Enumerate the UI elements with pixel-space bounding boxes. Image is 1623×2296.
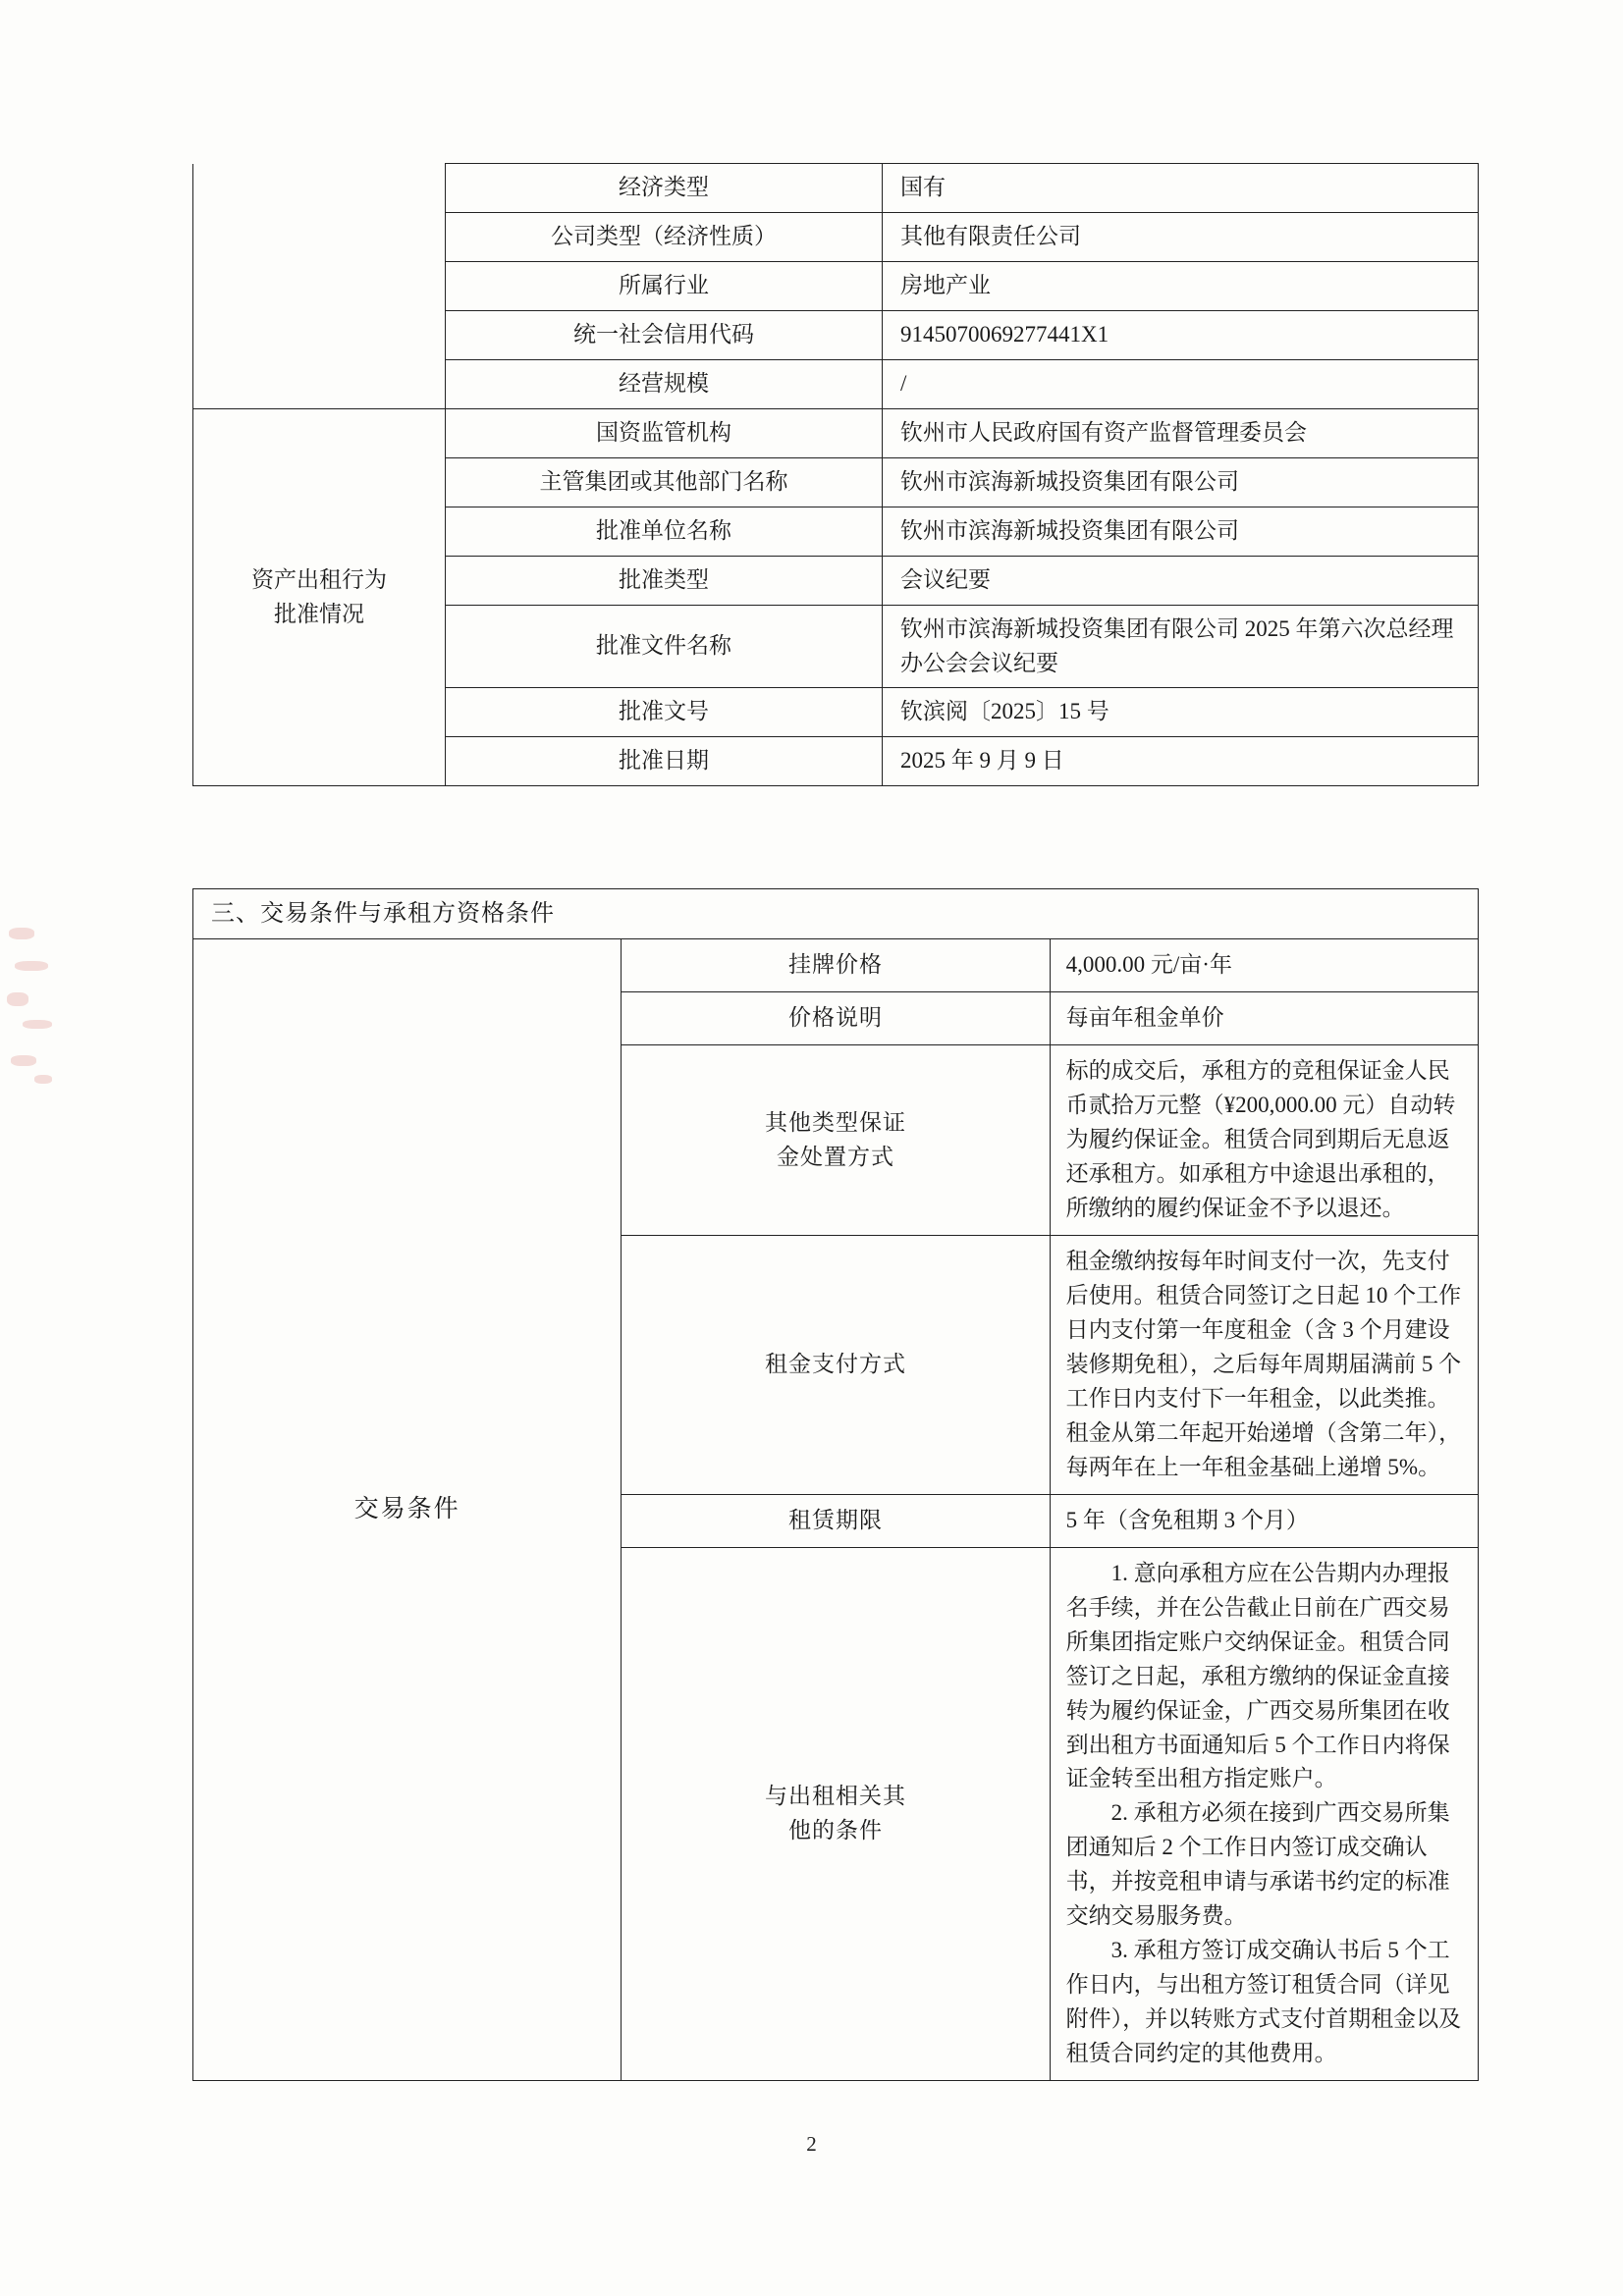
row-value: 每亩年租金单价: [1050, 992, 1478, 1045]
row-label: 批准日期: [446, 737, 883, 786]
other-conditions-cell: [1050, 1547, 1478, 2080]
row-value: 钦州市滨海新城投资集团有限公司: [883, 507, 1479, 556]
row-value: 钦州市滨海新城投资集团有限公司: [883, 457, 1479, 507]
row-value: 会议纪要: [883, 556, 1479, 605]
row-label: 批准文件名称: [446, 605, 883, 688]
row-value: 标的成交后，承租方的竞租保证金人民币贰拾万元整（¥200,000.00 元）自动转为履约保证金。租赁合同到期后无息返还承租方。如承租方中途退出承租的，所缴纳的履约保证金不予以退还。: [1050, 1045, 1478, 1236]
row-label: 批准文号: [446, 688, 883, 737]
empty-group-cell: [193, 164, 446, 409]
row-value: 钦滨阅〔2025〕15 号: [883, 688, 1479, 737]
row-label: 其他类型保证 金处置方式: [622, 1045, 1050, 1236]
row-value: 房地产业: [883, 261, 1479, 310]
basic-info-table: [192, 163, 1479, 786]
condition-item: 2. 承租方必须在接到广西交易所集团通知后 2 个工作日内签订成交确认书，并按竞租申请与承诺书约定的标准交纳交易服务费。: [1065, 1800, 1450, 1929]
row-value: 9145070069277441X1: [883, 310, 1479, 359]
row-value: 钦州市人民政府国有资产监督管理委员会: [883, 408, 1479, 457]
table-row: [193, 408, 1479, 457]
row-label: 公司类型（经济性质）: [446, 212, 883, 261]
condition-item: 3. 承租方签订成交确认书后 5 个工作日内，与出租方签订租赁合同（详见附件），并以转账方式支付首期租金以及租赁合同约定的其他费用。: [1065, 1938, 1462, 2066]
row-value: 4,000.00 元/亩·年: [1050, 939, 1478, 992]
row-label: 挂牌价格: [622, 939, 1050, 992]
row-label: 主管集团或其他部门名称: [446, 457, 883, 507]
section-title-row: [193, 889, 1479, 939]
approval-group-label: 资产出租行为 批准情况: [193, 408, 446, 786]
page-number: 2: [806, 2132, 817, 2156]
condition-item: 1. 意向承租方应在公告期内办理报名手续，并在公告截止日前在广西交易所集团指定账户交纳保证金。租赁合同签订之日起，承租方缴纳的保证金直接转为履约保证金，广西交易所集团在收到出租方书面通知后 5 个工作日内将保证金转至出租方指定账户。: [1065, 1560, 1450, 1791]
row-label: 统一社会信用代码: [446, 310, 883, 359]
section-title: 三、交易条件与承租方资格条件: [193, 889, 1479, 939]
red-seal-remnant: [5, 918, 83, 1095]
row-value: 5 年（含免租期 3 个月）: [1050, 1494, 1478, 1547]
row-label: 批准类型: [446, 556, 883, 605]
row-value: /: [883, 359, 1479, 408]
row-label: 经济类型: [446, 164, 883, 213]
row-value: 其他有限责任公司: [883, 212, 1479, 261]
row-label: 租赁期限: [622, 1494, 1050, 1547]
table-row: [193, 939, 1479, 992]
row-label: 租金支付方式: [622, 1236, 1050, 1495]
row-value: 2025 年 9 月 9 日: [883, 737, 1479, 786]
row-label: 国资监管机构: [446, 408, 883, 457]
row-value: 钦州市滨海新城投资集团有限公司 2025 年第六次总经理办公会会议纪要: [883, 605, 1479, 688]
row-label: 所属行业: [446, 261, 883, 310]
row-label: 价格说明: [622, 992, 1050, 1045]
table-row: [193, 164, 1479, 213]
row-value: 国有: [883, 164, 1479, 213]
row-value: 租金缴纳按每年时间支付一次，先支付后使用。租赁合同签订之日起 10 个工作日内支付第一年度租金（含 3 个月建设装修期免租），之后每年周期届满前 5 个工作日内支付下一年租金，以此类推。租金从第二年起开始递增（含第二年），每两年在上一年租金基础上递增 5%。: [1050, 1236, 1478, 1495]
row-label: 与出租相关其 他的条件: [622, 1547, 1050, 2080]
row-label: 经营规模: [446, 359, 883, 408]
transaction-group-label: 交易条件: [193, 939, 622, 2081]
row-label: 批准单位名称: [446, 507, 883, 556]
transaction-conditions-table: [192, 888, 1479, 2081]
